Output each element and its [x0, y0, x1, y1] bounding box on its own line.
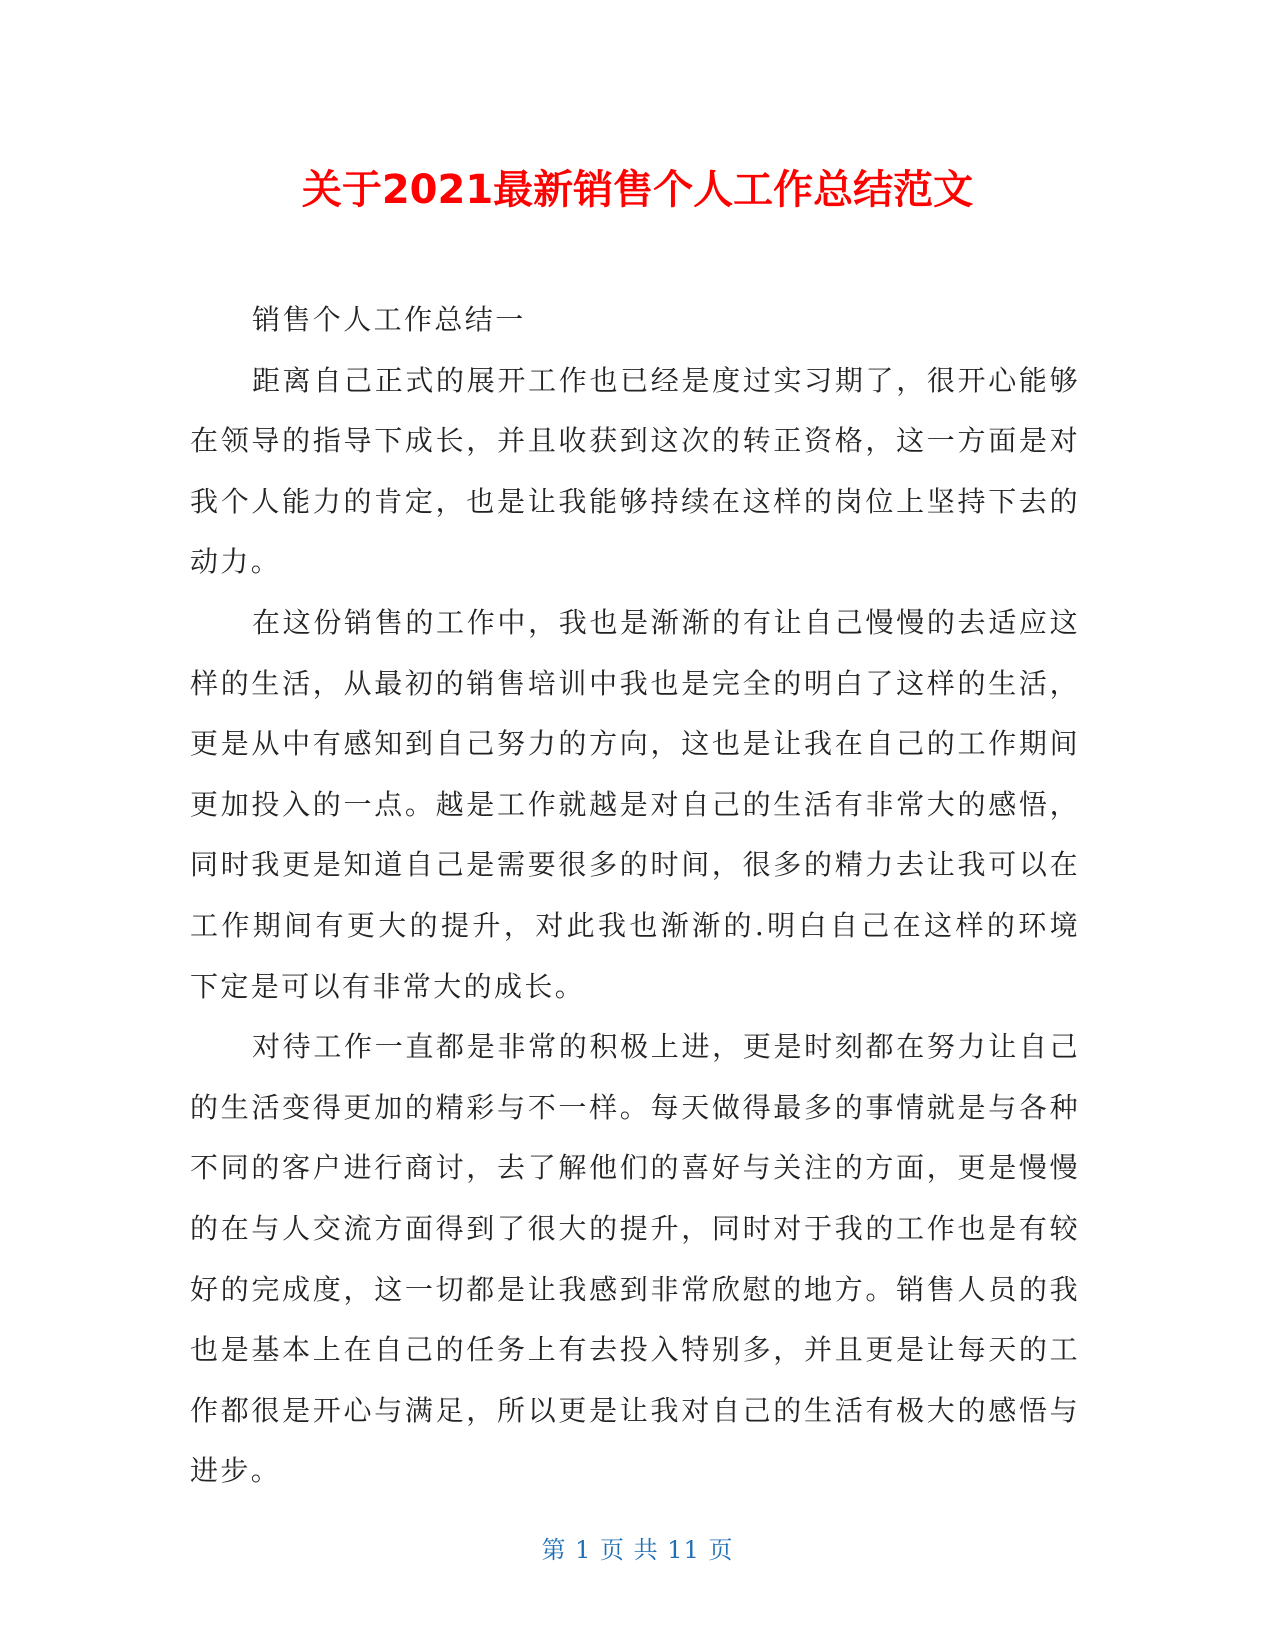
page-number-label: 第 1 页 共 11 页 [541, 1536, 734, 1564]
body-paragraph-2: 在这份销售的工作中，我也是渐渐的有让自己慢慢的去适应这样的生活，从最初的销售培训中我也是完全的明白了这样的生活，更是从中有感知到自己努力的方向，这也是让我在自己的工作期间更加投入的一点。越是工作就越是对自己的生活有非常大的感悟，同时我更是知道自己是需要很多的时间，很多的精力去让我可以在工作期间有更大的提升，对此我也渐渐的.明白自己在这样的环境下定是可以有非常大的成长。 [190, 605, 1080, 1003]
body-paragraph-1: 距离自己正式的展开工作也已经是度过实习期了，很开心能够在领导的指导下成长，并且收获到这次的转正资格，这一方面是对我个人能力的肯定，也是让我能够持续在这样的岗位上坚持下去的动力。 [190, 363, 1080, 579]
document-title: 关于2021最新销售个人工作总结范文 [301, 167, 974, 213]
document-body [190, 290, 1080, 1502]
page-footer [0, 1534, 1275, 1566]
section-heading: 销售个人工作总结一 [252, 303, 526, 336]
body-paragraph-3: 对待工作一直都是非常的积极上进，更是时刻都在努力让自己的生活变得更加的精彩与不一样。每天做得最多的事情就是与各种不同的客户进行商讨，去了解他们的喜好与关注的方面，更是慢慢的在与人交流方面得到了很大的提升，同时对于我的工作也是有较好的完成度，这一切都是让我感到非常欣慰的地方。销售人员的我也是基本上在自己的任务上有去投入特别多，并且更是让每天的工作都很是开心与满足，所以更是让我对自己的生活有极大的感悟与进步。 [190, 1030, 1080, 1488]
